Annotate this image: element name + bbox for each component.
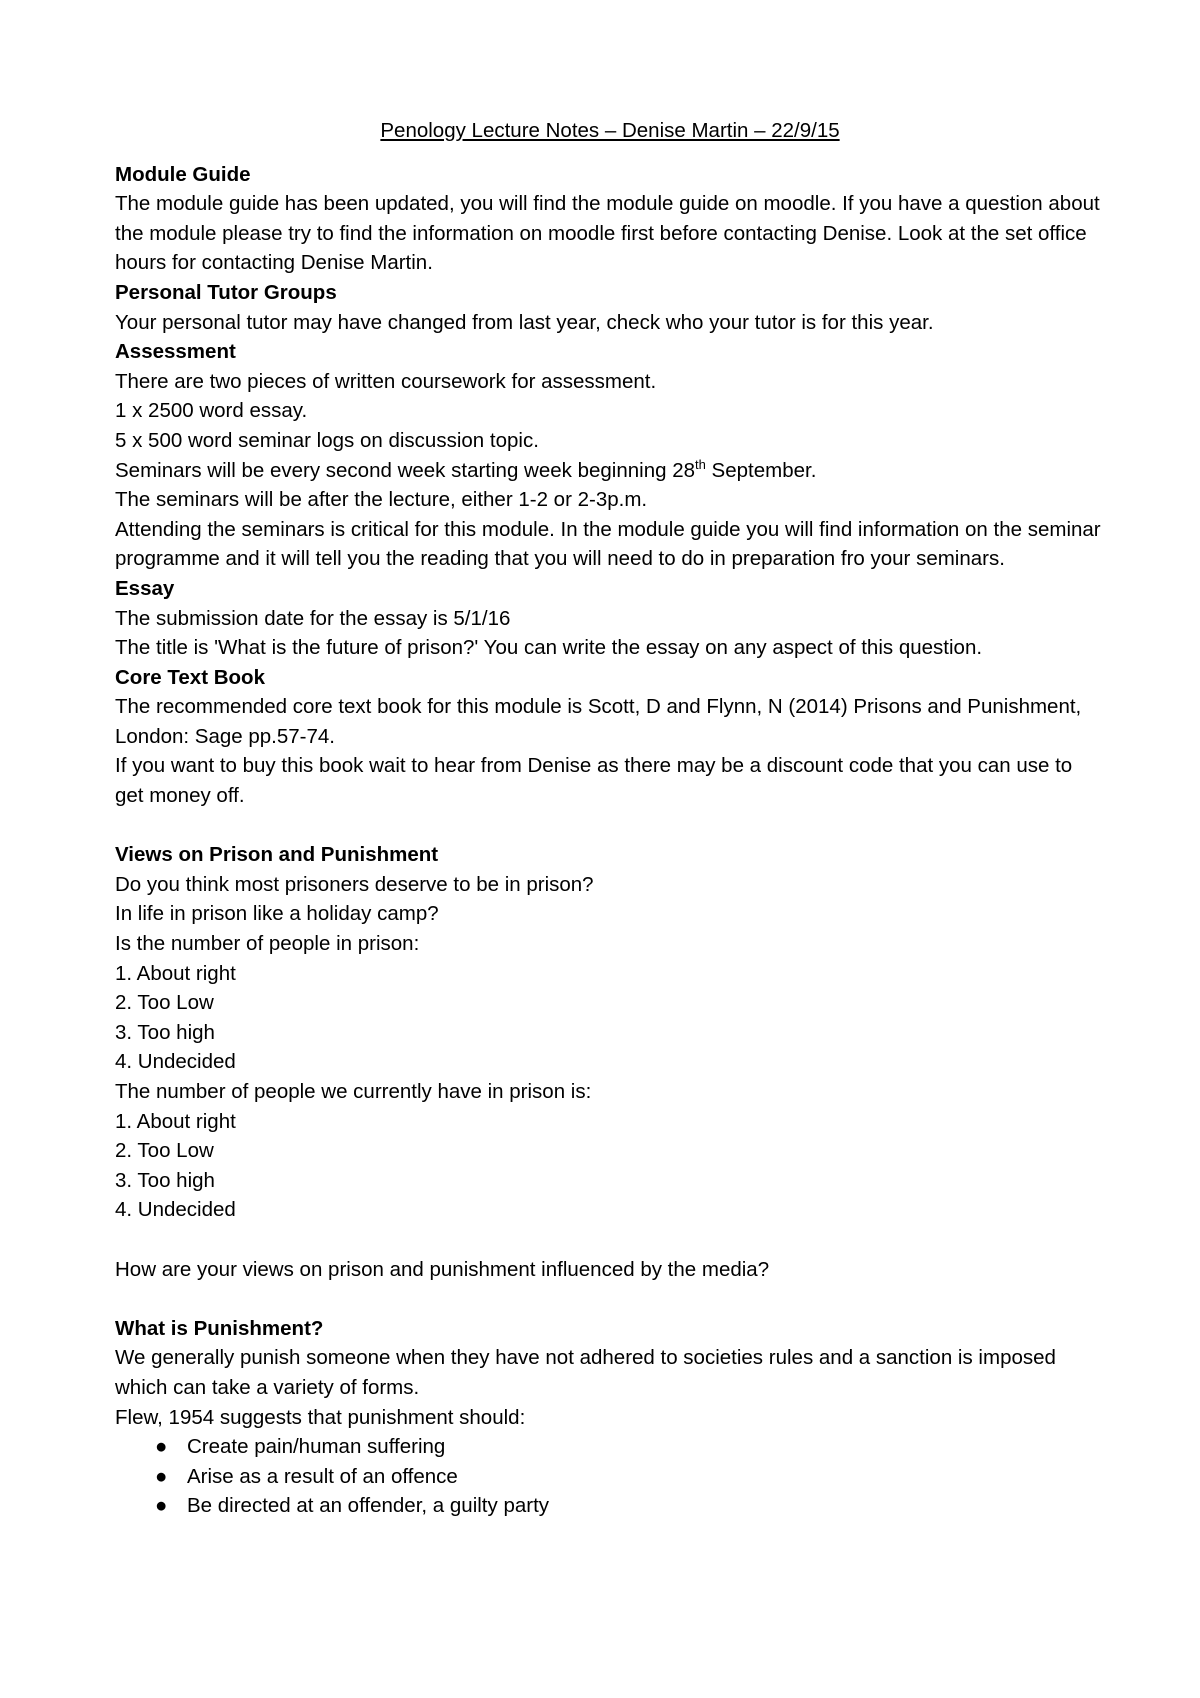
punishment-bullet-list	[115, 1432, 1105, 1521]
bullet-icon: ●	[155, 1494, 168, 1518]
views-heading: Views on Prison and Punishment	[115, 843, 439, 867]
assessment-line-2: 1 x 2500 word essay.	[115, 399, 308, 423]
assessment-line-4-pre: Seminars will be every second week starting week beginning 28	[115, 458, 696, 482]
spacer	[115, 1284, 1105, 1314]
list-item	[115, 1462, 1105, 1492]
personal-tutor-heading: Personal Tutor Groups	[115, 280, 337, 304]
spacer	[115, 811, 1105, 841]
essay-line-1: The submission date for the essay is 5/1/16	[115, 606, 511, 630]
views-question-1: Do you think most prisoners deserve to be in prison?	[115, 872, 594, 896]
option-a-1: 1. About right	[115, 961, 236, 985]
assessment-line-6: Attending the seminars is critical for this module. In the module guide you will find information on the seminar programme and it will tell you the reading that you will need to do in preparation fro your seminars.	[115, 517, 1101, 571]
list-item-text: Create pain/human suffering	[187, 1435, 446, 1459]
core-text-line-1: The recommended core text book for this module is Scott, D and Flynn, N (2014) Prisons and Punishment, London: Sage pp.57-74.	[115, 695, 1082, 748]
document-title: Penology Lecture Notes – Denise Martin – 22/9/15	[380, 119, 840, 142]
assessment-line-1: There are two pieces of written coursework for assessment.	[115, 369, 657, 393]
option-b-3: 3. Too high	[115, 1168, 215, 1192]
list-item-text: Arise as a result of an offence	[187, 1464, 458, 1488]
list-item-text: Be directed at an offender, a guilty party	[187, 1494, 550, 1518]
views-question-5: How are your views on prison and punishment influenced by the media?	[115, 1257, 770, 1281]
bullet-icon: ●	[155, 1435, 168, 1459]
module-guide-text: The module guide has been updated, you will find the module guide on moodle. If you have a question about the module please try to find the information on moodle first before contacting Denise. Look at the set office hours for contacting Denise Martin.	[115, 192, 1100, 275]
core-text-line-2: If you want to buy this book wait to hear from Denise as there may be a discount code that you can use to get money off.	[115, 754, 1073, 808]
punishment-line-2: Flew, 1954 suggests that punishment should:	[115, 1405, 526, 1429]
document-content	[115, 116, 1105, 1521]
option-a-2: 2. Too Low	[115, 991, 214, 1015]
option-a-3: 3. Too high	[115, 1020, 215, 1044]
ordinal-superscript: th	[695, 456, 706, 472]
module-guide-heading: Module Guide	[115, 162, 251, 186]
option-b-2: 2. Too Low	[115, 1139, 214, 1163]
option-b-4: 4. Undecided	[115, 1198, 236, 1222]
assessment-heading: Assessment	[115, 340, 236, 364]
core-text-heading: Core Text Book	[115, 665, 265, 689]
list-item	[115, 1491, 1105, 1521]
option-b-1: 1. About right	[115, 1109, 236, 1133]
bullet-icon: ●	[155, 1464, 168, 1488]
assessment-line-3: 5 x 500 word seminar logs on discussion topic.	[115, 428, 539, 452]
punishment-line-1: We generally punish someone when they have not adhered to societies rules and a sanction is imposed which can take a variety of forms.	[115, 1346, 1056, 1399]
views-question-3: Is the number of people in prison:	[115, 932, 420, 956]
views-question-4: The number of people we currently have in prison is:	[115, 1080, 592, 1103]
essay-heading: Essay	[115, 576, 175, 600]
essay-line-2: The title is 'What is the future of prison?' You can write the essay on any aspect of this question.	[115, 636, 983, 660]
views-question-2: In life in prison like a holiday camp?	[115, 902, 439, 926]
list-item	[115, 1432, 1105, 1462]
assessment-line-4-post: September.	[705, 458, 817, 482]
assessment-line-4	[115, 456, 1105, 486]
option-a-4: 4. Undecided	[115, 1050, 236, 1074]
personal-tutor-text: Your personal tutor may have changed from last year, check who your tutor is for this year.	[115, 310, 934, 334]
assessment-line-5: The seminars will be after the lecture, either 1-2 or 2-3p.m.	[115, 488, 648, 512]
punishment-heading: What is Punishment?	[115, 1316, 324, 1340]
spacer	[115, 1225, 1105, 1255]
